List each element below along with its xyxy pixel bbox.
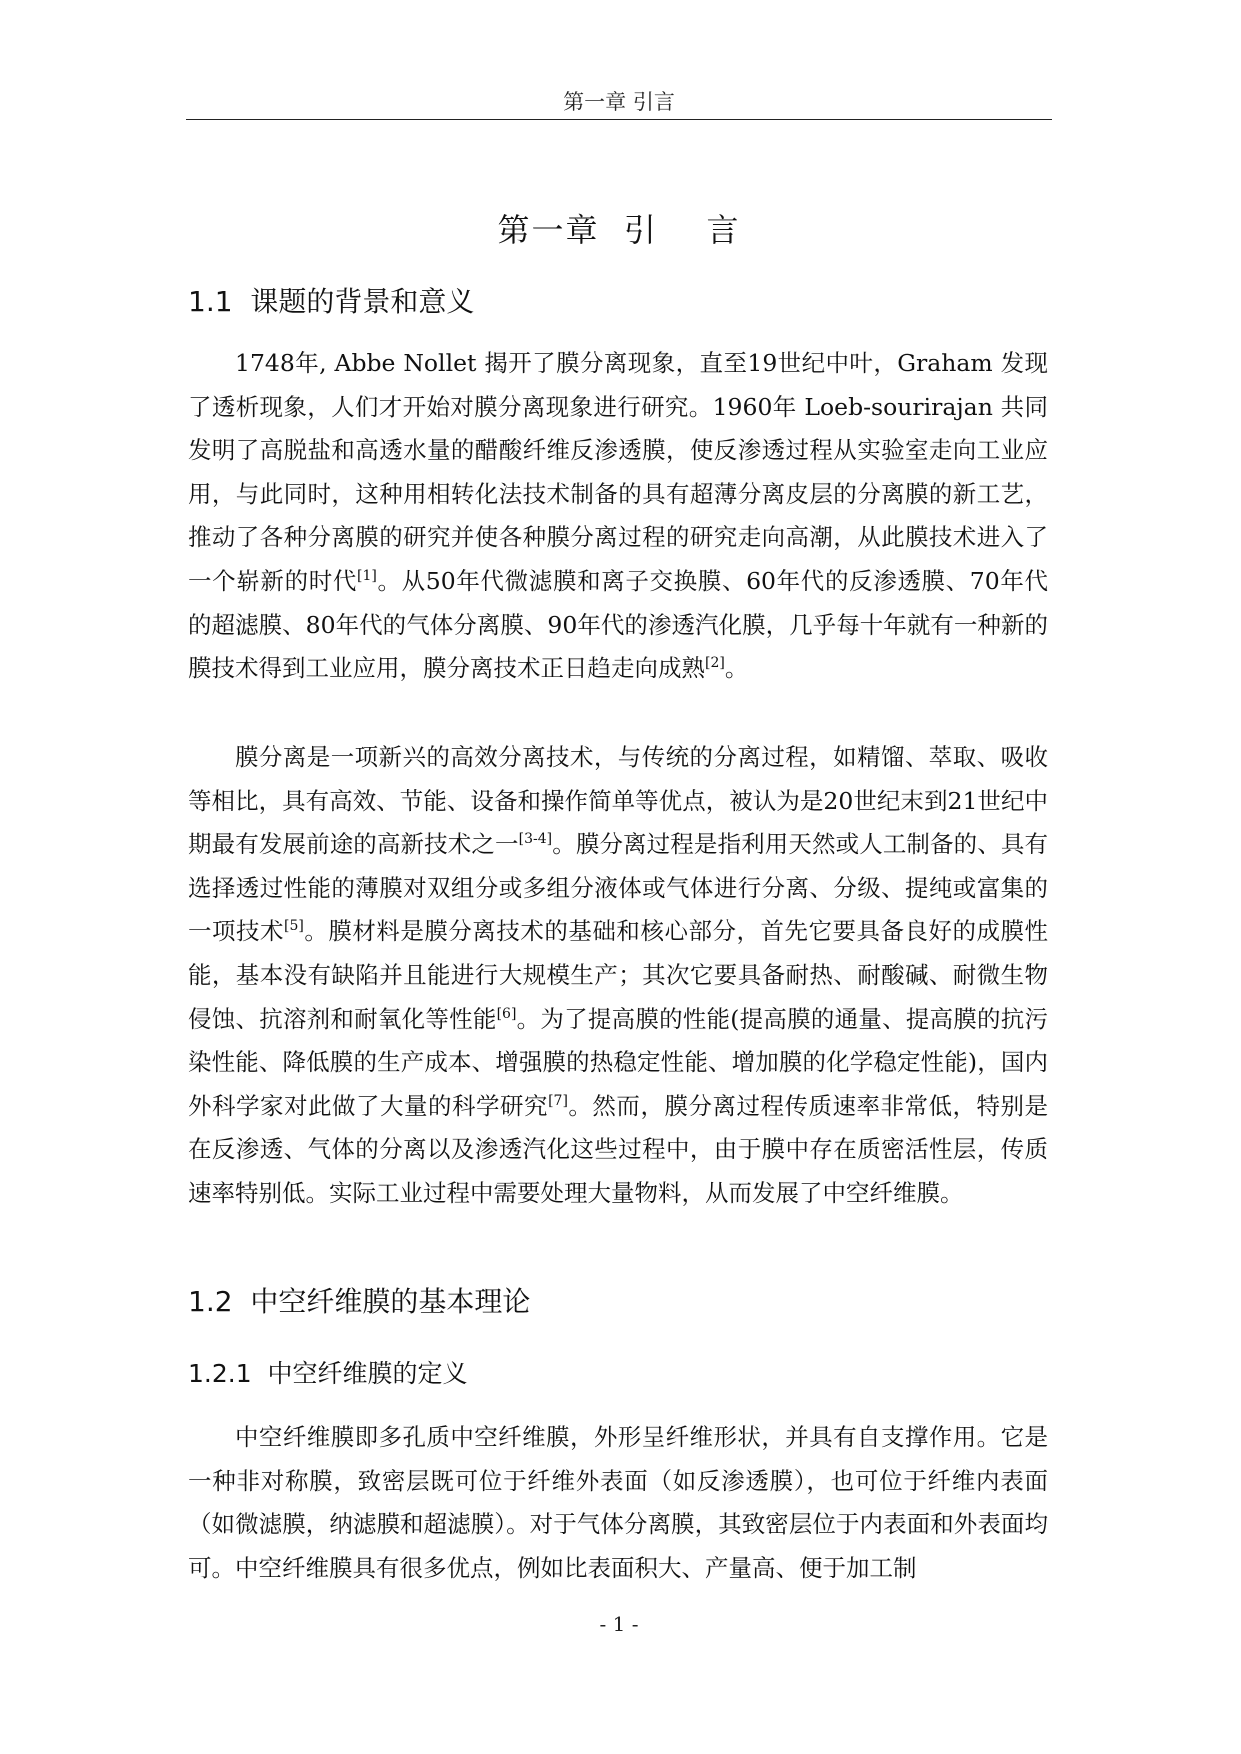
paragraph-1-1-b — [188, 736, 1048, 1216]
subsection-1-2-1-title: 1.2.1 中空纤维膜的定义 — [188, 1359, 468, 1388]
paragraph-text: 1748年, Abbe Nollet 揭开了膜分离现象，直至19世纪中叶，Graham 发现了透析现象，人们才开始对膜分离现象进行研究。1960年 Loeb-sourirajan 共同发明了高脱盐和高透水量的醋酸纤维反渗透膜，使反渗透过程从实验室走向工业应用，与此同时，这种用相转化法技术制备的具有超薄分离皮层的分离膜的新工艺，推动了各种分离膜的研究并使各种膜分离过程的研究走向高潮，从此膜技术进入了一个崭新的时代 — [188, 349, 1048, 595]
paragraph-text: 。为了提高膜的性能(提高膜的通量、提高膜的抗污染性能、降低膜的生产成本、增强膜的热稳定性能、增加膜的化学稳定性能)，国内外科学家对此做了大量的科学研究 — [188, 1004, 1049, 1120]
citation-ref: [3-4] — [518, 831, 553, 848]
section-1-2-title: 1.2 中空纤维膜的基本理论 — [188, 1285, 531, 1318]
paragraph-text: 膜分离是一项新兴的高效分离技术，与传统的分离过程，如精馏、萃取、吸收等相比，具有高效、节能、设备和操作简单等优点，被认为是20世纪末到21世纪中期最有发展前途的高新技术之一 — [188, 743, 1048, 859]
paragraph-text: 。然而，膜分离过程传质速率非常低，特别是在反渗透、气体的分离以及渗透汽化这些过程中，由于膜中存在质密活性层，传质速率特别低。实际工业过程中需要处理大量物料，从而发展了中空纤维膜。 — [188, 1091, 1049, 1207]
citation-ref: [5] — [284, 918, 304, 935]
header-rule — [186, 119, 1052, 120]
paragraph-text: 。从50年代微滤膜和离子交换膜、60年代的反渗透膜、70年代的超滤膜、80年代的气体分离膜、90年代的渗透汽化膜，几乎每十年就有一种新的膜技术得到工业应用，膜分离技术正日趋走向成熟 — [188, 566, 1049, 683]
citation-ref: [1] — [357, 567, 377, 584]
chapter-title: 第一章 引 言 — [497, 211, 741, 249]
paragraph-text: 。 — [724, 654, 749, 683]
page-number: - 1 - — [599, 1612, 639, 1636]
paragraph-1-1-a — [188, 342, 1048, 691]
citation-ref: [7] — [548, 1092, 568, 1109]
paragraph-text: 。膜分离过程是指利用天然或人工制备的、具有选择透过性能的薄膜对双组分或多组分液体或气体进行分离、分级、提纯或富集的一项技术 — [188, 830, 1049, 946]
running-header: 第一章 引言 — [563, 90, 675, 114]
citation-ref: [6] — [496, 1005, 517, 1022]
paragraph-1-2-1: 中空纤维膜即多孔质中空纤维膜，外形呈纤维形状，并具有自支撑作用。它是一种非对称膜，致密层既可位于纤维外表面（如反渗透膜），也可位于纤维内表面（如微滤膜，纳滤膜和超滤膜）。对于气体分离膜，其致密层位于内表面和外表面均可。中空纤维膜具有很多优点，例如比表面积大、产量高、便于加工制 — [188, 1423, 1048, 1582]
paragraph-text: 。膜材料是膜分离技术的基础和核心部分，首先它要具备良好的成膜性能，基本没有缺陷并且能进行大规模生产；其次它要具备耐热、耐酸碱、耐微生物侵蚀、抗溶剂和耐氧化等性能 — [188, 917, 1049, 1033]
section-1-1-title: 1.1 课题的背景和意义 — [188, 285, 475, 318]
citation-ref: [2] — [705, 655, 725, 672]
